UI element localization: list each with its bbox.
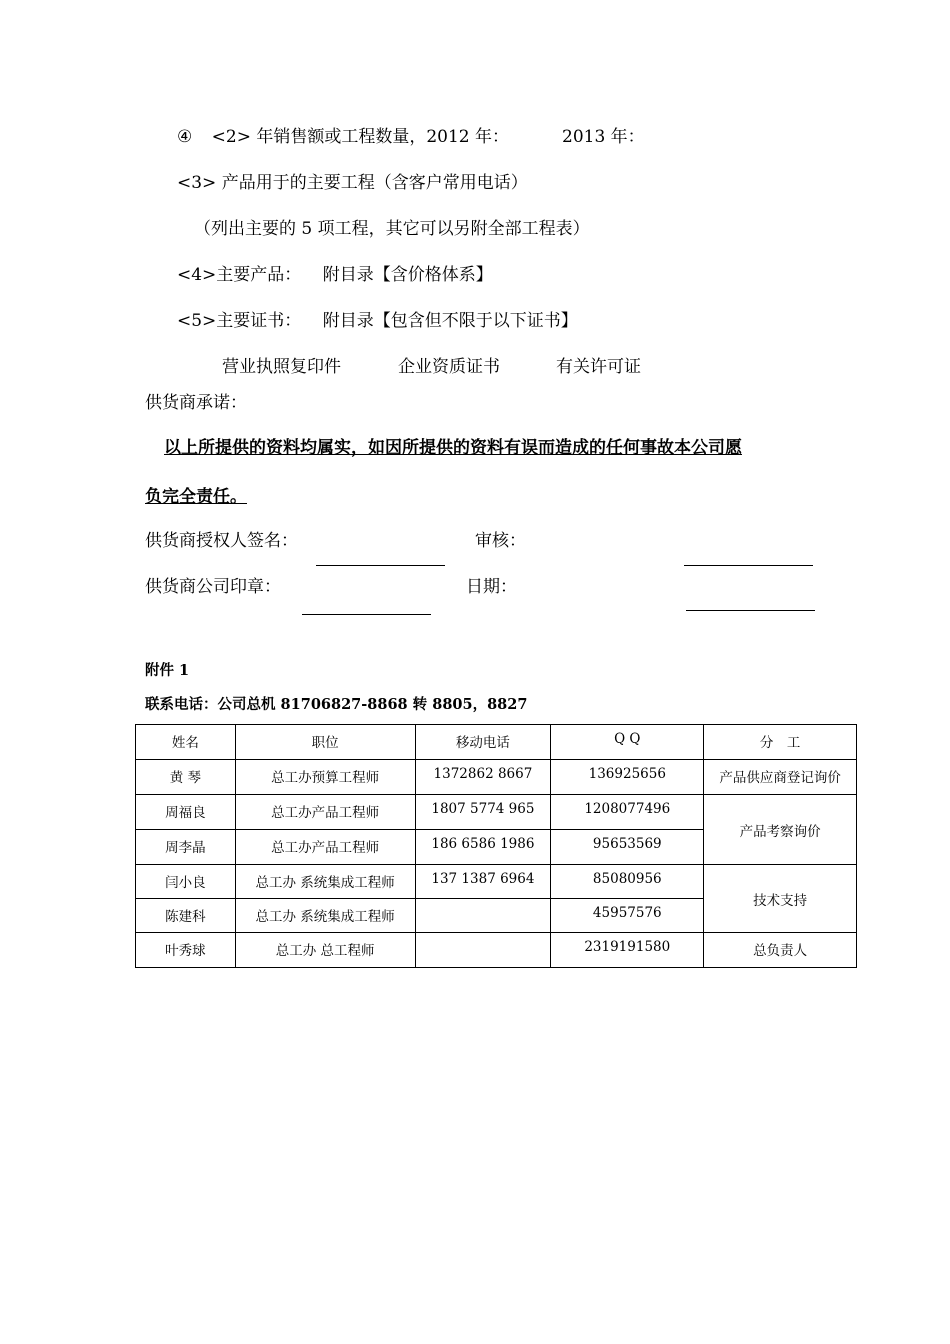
cell-mobile: 1807 5774 965 — [415, 795, 551, 830]
circled-number: ④ — [177, 127, 193, 147]
review-line — [684, 565, 813, 566]
cell-position: 总工办 系统集成工程师 — [235, 899, 415, 933]
sales-label: <2> 年销售额或工程数量，2012 年： — [211, 127, 510, 147]
cert-permit: 有关许可证 — [556, 357, 641, 377]
date-line — [686, 610, 815, 611]
cell-qq: 95653569 — [551, 830, 704, 865]
cell-qq: 1208077496 — [551, 795, 704, 830]
cell-position: 总工办预算工程师 — [235, 760, 415, 795]
cell-name: 黄 琴 — [136, 760, 236, 795]
cell-mobile — [415, 933, 551, 968]
seal-label: 供货商公司印章： — [145, 577, 281, 597]
sales-year-2013: 2013 年： — [562, 127, 645, 147]
cell-qq: 2319191580 — [551, 933, 704, 968]
cell-qq: 45957576 — [551, 899, 704, 933]
cell-name: 闫小良 — [136, 865, 236, 899]
cell-mobile: 186 6586 1986 — [415, 830, 551, 865]
sales-line — [177, 126, 509, 148]
contacts-table — [135, 724, 857, 968]
products-label: <4>主要产品： — [177, 265, 302, 285]
seal-line — [302, 614, 431, 615]
table-row — [136, 865, 857, 899]
table-row — [136, 795, 857, 830]
projects-note: （列出主要的 5 项工程，其它可以另附全部工程表） — [194, 219, 590, 239]
cell-mobile: 1372862 8667 — [415, 760, 551, 795]
cell-duty-merged: 产品考察询价 — [704, 795, 857, 865]
header-qq: Q Q — [551, 725, 704, 760]
cell-qq: 85080956 — [551, 865, 704, 899]
commitment-text-line1: 以上所提供的资料均属实，如因所提供的资料有误而造成的任何事故本公司愿 — [164, 438, 742, 458]
header-name: 姓名 — [136, 725, 236, 760]
certificates-label: <5>主要证书： — [177, 311, 302, 331]
auth-sign-label: 供货商授权人签名： — [145, 531, 298, 551]
header-position: 职位 — [235, 725, 415, 760]
header-mobile: 移动电话 — [415, 725, 551, 760]
cell-name: 周福良 — [136, 795, 236, 830]
cell-qq: 136925656 — [551, 760, 704, 795]
attachment-phone: 联系电话：公司总机 81706827-8868 转 8805，8827 — [145, 696, 528, 713]
cell-duty: 产品供应商登记询价 — [704, 760, 857, 795]
cell-position: 总工办 总工程师 — [235, 933, 415, 968]
cell-position: 总工办产品工程师 — [235, 795, 415, 830]
cell-duty-merged: 技术支持 — [704, 865, 857, 933]
cell-name: 叶秀球 — [136, 933, 236, 968]
commitment-text-line2: 负完全责任。 — [145, 487, 247, 507]
cell-position: 总工办产品工程师 — [235, 830, 415, 865]
table-row — [136, 933, 857, 968]
cell-position: 总工办 系统集成工程师 — [235, 865, 415, 899]
date-label: 日期： — [466, 577, 517, 597]
cell-name: 陈建科 — [136, 899, 236, 933]
cell-duty: 总负责人 — [704, 933, 857, 968]
cell-mobile: 137 1387 6964 — [415, 865, 551, 899]
auth-sign-line — [316, 565, 445, 566]
cell-mobile — [415, 899, 551, 933]
review-label: 审核： — [475, 531, 526, 551]
products-line — [177, 264, 493, 286]
header-duty: 分 工 — [704, 725, 857, 760]
certificates-line — [177, 310, 578, 332]
table-header-row — [136, 725, 857, 760]
products-value: 附目录【含价格体系】 — [322, 265, 493, 285]
attachment-title: 附件 1 — [145, 662, 190, 679]
table-row — [136, 760, 857, 795]
cell-name: 周李晶 — [136, 830, 236, 865]
commitment-heading: 供货商承诺： — [145, 393, 247, 413]
cert-business-license: 营业执照复印件 — [222, 357, 341, 377]
certificates-value: 附目录【包含但不限于以下证书】 — [322, 311, 578, 331]
cert-qualification: 企业资质证书 — [398, 357, 500, 377]
projects-line: <3> 产品用于的主要工程（含客户常用电话） — [177, 173, 528, 193]
